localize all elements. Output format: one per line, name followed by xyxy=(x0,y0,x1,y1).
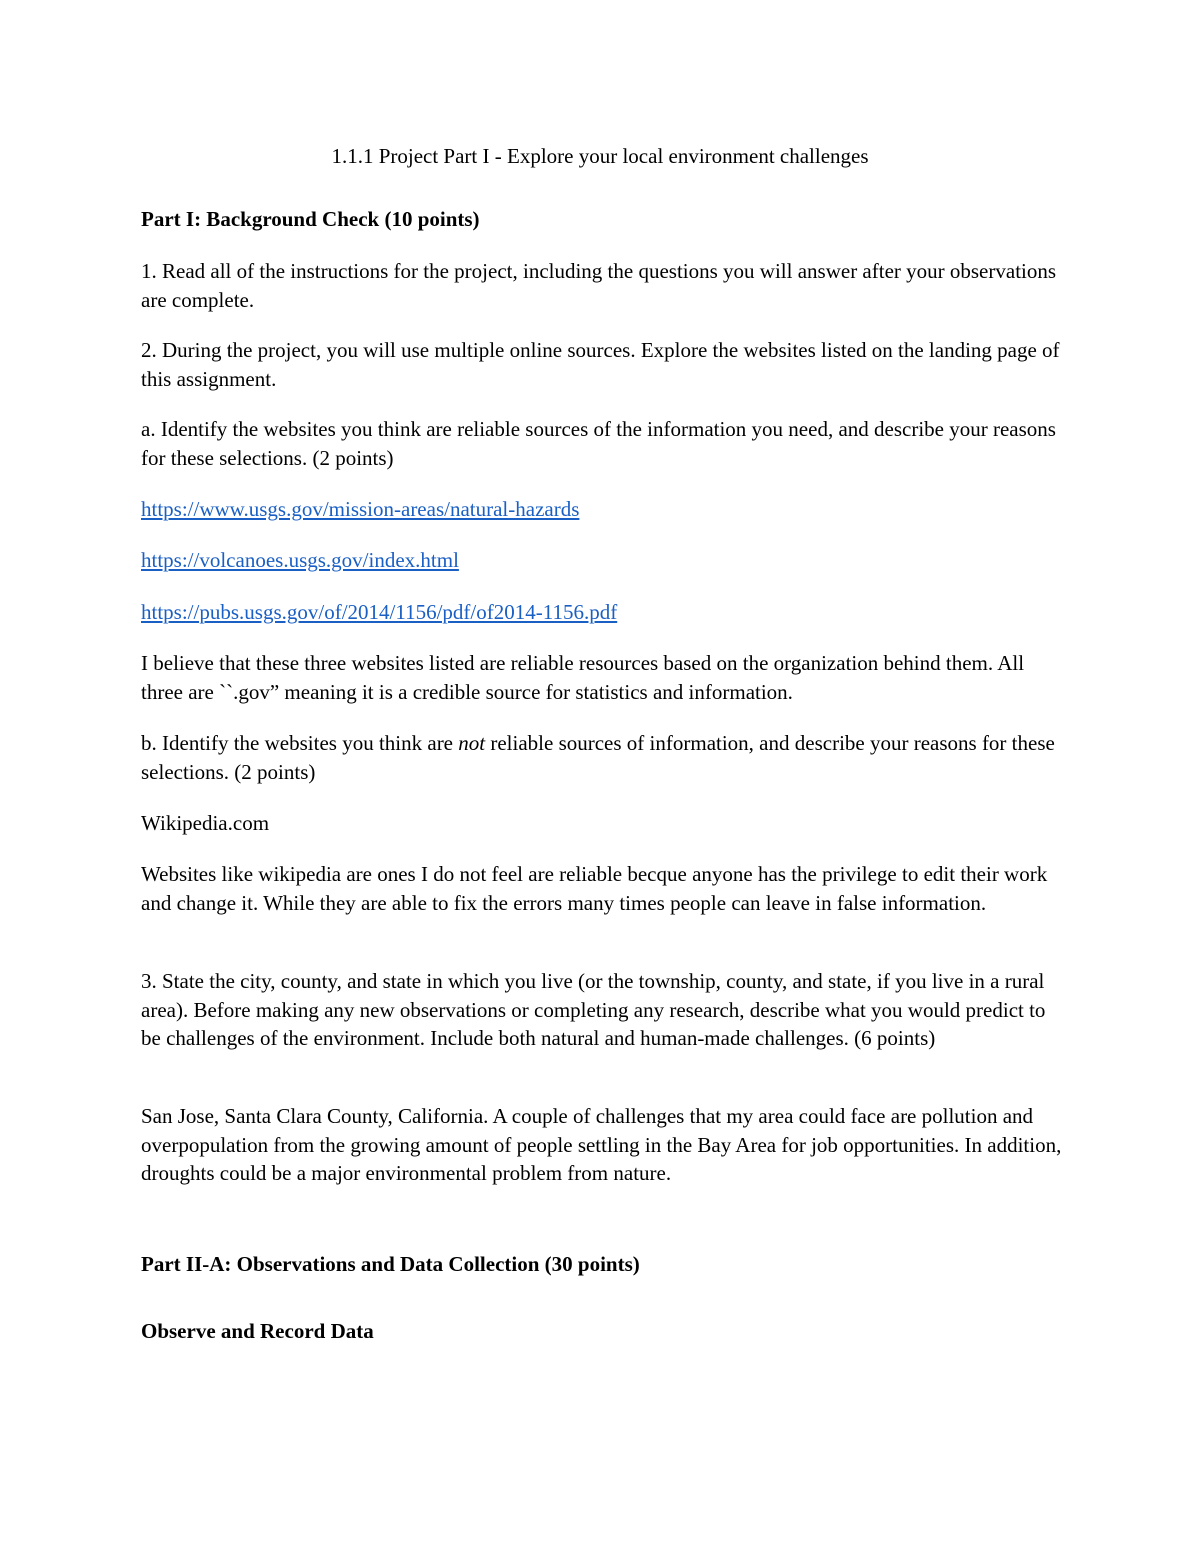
answer-3: San Jose, Santa Clara County, California. A couple of challenges that my area could face are pollution and overpopulation from the growing amount of people settling in the Bay Area for job opportunities. In addition, droughts could be a major environmental problem from nature. xyxy=(141,1104,1062,1185)
part1-heading: Part I: Background Check (10 points) xyxy=(141,207,480,231)
question-3: 3. State the city, county, and state in which you live (or the township, county, and state, if you live in a rural area). Before making any new observations or completing any research, describe what you would predict to be challenges of the environment. Include both natural and human-made challenges. (6 points) xyxy=(141,969,1046,1050)
question-1: 1. Read all of the instructions for the project, including the questions you will answer after your observations are complete. xyxy=(141,259,1057,312)
answer-a: I believe that these three websites listed are reliable resources based on the organization behind them. All three are ``.gov” meaning it is a credible source for statistics and information. xyxy=(141,651,1025,704)
reliable-link-1[interactable] xyxy=(141,495,1066,524)
question-2b xyxy=(141,729,1066,786)
document-title: 1.1.1 Project Part I - Explore your local environment challenges xyxy=(331,144,869,168)
answer-b-site: Wikipedia.com xyxy=(141,811,270,835)
observe-heading: Observe and Record Data xyxy=(141,1319,374,1343)
reliable-link-2[interactable] xyxy=(141,546,1066,575)
reliable-link-3-text[interactable]: https://pubs.usgs.gov/of/2014/1156/pdf/of2014-1156.pdf xyxy=(141,600,618,624)
reliable-link-3[interactable] xyxy=(141,598,1066,627)
reliable-link-2-text[interactable]: https://volcanoes.usgs.gov/index.html xyxy=(141,548,459,572)
question-2a: a. Identify the websites you think are reliable sources of the information you need, and describe your reasons for these selections. (2 points) xyxy=(141,417,1056,470)
part2a-heading: Part II-A: Observations and Data Collection (30 points) xyxy=(141,1252,640,1276)
question-2b-emphasis: not xyxy=(458,731,486,755)
question-2b-suffix: reliable sources of information, and describe your reasons for these selections. (2 points) xyxy=(141,731,1055,784)
question-2: 2. During the project, you will use multiple online sources. Explore the websites listed on the landing page of this assignment. xyxy=(141,338,1060,391)
question-2b-prefix: b. Identify the websites you think are xyxy=(141,731,459,755)
answer-b: Websites like wikipedia are ones I do not feel are reliable becque anyone has the privilege to edit their work and change it. While they are able to fix the errors many times people can leave in false information. xyxy=(141,862,1048,915)
reliable-link-1-text[interactable]: https://www.usgs.gov/mission-areas/natural-hazards xyxy=(141,497,580,521)
